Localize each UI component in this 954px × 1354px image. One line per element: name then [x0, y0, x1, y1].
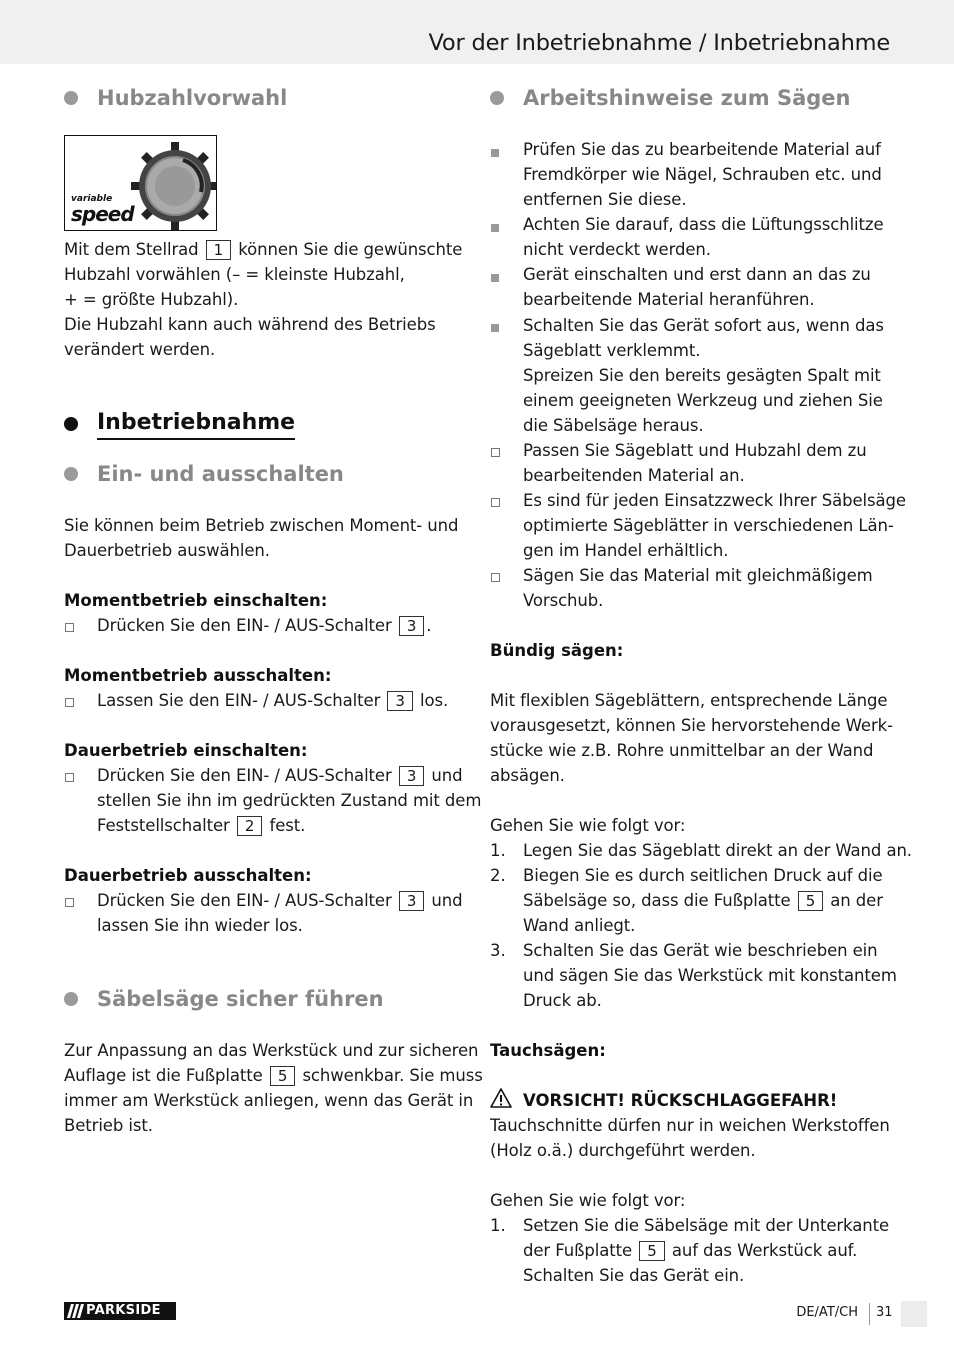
- heading-ein-ausschalten: Ein- und ausschalten: [97, 462, 344, 486]
- section-bullet-icon: [64, 91, 78, 105]
- label-moment-ein: Momentbetrieb einschalten:: [64, 591, 328, 610]
- sicher-text-line: immer am Werkstück anliegen, wenn das Gerät in: [64, 1091, 474, 1110]
- section-bullet-icon: [64, 467, 78, 481]
- step-number: 1.: [490, 841, 506, 860]
- step-text-line: Druck ab.: [523, 991, 602, 1010]
- heading-arbeitshinweise: Arbeitshinweise zum Sägen: [523, 86, 851, 110]
- list-item-line: Vorschub.: [523, 591, 604, 610]
- label-tauchsaegen: Tauchsägen:: [490, 1041, 606, 1060]
- speed-dial-figure: [64, 135, 217, 231]
- ref-number: 2: [237, 816, 262, 836]
- list-item-line: entfernen Sie diese.: [523, 190, 687, 209]
- step-text: Schalten Sie das Gerät wie beschrieben ein: [523, 941, 878, 960]
- sicher-text-line: Auflage ist die Fußplatte 5 schwenkbar. Sie muss: [64, 1066, 483, 1085]
- bullet-icon: [65, 698, 74, 707]
- step-text: Setzen Sie die Säbelsäge mit der Unterkante: [523, 1216, 890, 1235]
- buendig-text-line: Mit flexiblen Sägeblättern, entsprechende Länge: [490, 691, 888, 710]
- parkside-logo: [64, 1302, 176, 1320]
- list-item-line: Feststellschalter 2 fest.: [97, 816, 306, 835]
- sicher-text-line: Zur Anpassung an das Werkstück und zur sicheren: [64, 1041, 479, 1060]
- bullet-icon: [491, 274, 499, 282]
- brand-name: PARKSIDE: [86, 1303, 161, 1318]
- ref-number: 3: [387, 691, 412, 711]
- label-dauer-ein: Dauerbetrieb einschalten:: [64, 741, 308, 760]
- list-item-line: Spreizen Sie den bereits gesägten Spalt mit: [523, 366, 881, 385]
- hubzahl-text-line: Hubzahl vorwählen (– = kleinste Hubzahl,: [64, 265, 405, 284]
- ref-number: 1: [206, 240, 231, 260]
- buendig-text-line: stücke wie z.B. Rohre unmittelbar an der Wand: [490, 741, 874, 760]
- page-number: 31: [876, 1305, 893, 1320]
- list-item-line: bearbeitende Material heranführen.: [523, 290, 815, 309]
- list-item-line: stellen Sie ihn im gedrückten Zustand mit dem: [97, 791, 482, 810]
- dial-label-speed: speed: [71, 202, 134, 226]
- hubzahl-text-line: Mit dem Stellrad 1 können Sie die gewünschte: [64, 240, 463, 259]
- section-bullet-icon: [64, 417, 78, 431]
- bullet-icon: [491, 224, 499, 232]
- list-item-line: gen im Handel erhältlich.: [523, 541, 729, 560]
- heading-hubzahlvorwahl: Hubzahlvorwahl: [97, 86, 288, 110]
- list-item-line: bearbeitenden Material an.: [523, 466, 745, 485]
- heading-inbetriebnahme: Inbetriebnahme: [97, 409, 295, 440]
- ref-number: 3: [399, 766, 424, 786]
- step-text-line: und sägen Sie das Werkstück mit konstantem: [523, 966, 897, 985]
- ref-number: 5: [639, 1241, 664, 1261]
- hubzahl-text-line: verändert werden.: [64, 340, 216, 359]
- bullet-icon: [491, 448, 500, 457]
- list-item: Achten Sie darauf, dass die Lüftungsschlitze: [523, 215, 884, 234]
- list-item-line: Sägeblatt verklemmt.: [523, 341, 701, 360]
- bullet-icon: [65, 898, 74, 907]
- step-text-line: Säbelsäge so, dass die Fußplatte 5 an der: [523, 891, 883, 910]
- bullet-icon: [491, 498, 500, 507]
- list-item: Gerät einschalten und erst dann an das zu: [523, 265, 871, 284]
- hubzahl-text-line: Die Hubzahl kann auch während des Betriebs: [64, 315, 436, 334]
- step-number: 3.: [490, 941, 506, 960]
- label-buendig-saegen: Bündig sägen:: [490, 641, 624, 660]
- label-moment-aus: Momentbetrieb ausschalten:: [64, 666, 332, 685]
- warning-triangle-icon: [490, 1088, 512, 1108]
- list-item: Drücken Sie den EIN- / AUS-Schalter 3 und: [97, 891, 463, 910]
- list-item-line: einem geeigneten Werkzeug und ziehen Sie: [523, 391, 883, 410]
- list-item: Prüfen Sie das zu bearbeitende Material auf: [523, 140, 881, 159]
- section-bullet-icon: [64, 992, 78, 1006]
- list-item: Es sind für jeden Einsatzzweck Ihrer Säbelsäge: [523, 491, 906, 510]
- list-item-line: Fremdkörper wie Nägel, Schrauben etc. und: [523, 165, 882, 184]
- list-item: Sägen Sie das Material mit gleichmäßigem: [523, 566, 873, 585]
- bullet-icon: [65, 773, 74, 782]
- list-item: Drücken Sie den EIN- / AUS-Schalter 3 .: [97, 616, 432, 635]
- ref-number: 5: [798, 891, 823, 911]
- list-item-line: optimierte Sägeblätter in verschiedenen Län-: [523, 516, 894, 535]
- step-number: 2.: [490, 866, 506, 885]
- buendig-text-line: vorausgesetzt, können Sie hervorstehende Werk-: [490, 716, 893, 735]
- tauch-intro: Gehen Sie wie folgt vor:: [490, 1191, 686, 1210]
- page-title: Vor der Inbetriebnahme / Inbetriebnahme: [428, 30, 890, 56]
- list-item: Schalten Sie das Gerät sofort aus, wenn das: [523, 316, 884, 335]
- buendig-text-line: absägen.: [490, 766, 565, 785]
- step-text: Legen Sie das Sägeblatt direkt an der Wand an.: [523, 841, 912, 860]
- footer-region: DE/AT/CH: [796, 1305, 858, 1320]
- step-text-line: der Fußplatte 5 auf das Werkstück auf.: [523, 1241, 858, 1260]
- step-text: Biegen Sie es durch seitlichen Druck auf die: [523, 866, 883, 885]
- step-text-line: Wand anliegt.: [523, 916, 636, 935]
- list-item: Lassen Sie den EIN- / AUS-Schalter 3 los.: [97, 691, 449, 710]
- sicher-text-line: Betrieb ist.: [64, 1116, 153, 1135]
- ref-number: 3: [399, 616, 424, 636]
- ref-number: 3: [399, 891, 424, 911]
- label-dauer-aus: Dauerbetrieb ausschalten:: [64, 866, 312, 885]
- step-text-line: Schalten Sie das Gerät ein.: [523, 1266, 745, 1285]
- einaus-intro-line: Dauerbetrieb auswählen.: [64, 541, 270, 560]
- bullet-icon: [491, 324, 499, 332]
- ref-number: 5: [270, 1066, 295, 1086]
- bullet-icon: [491, 149, 499, 157]
- einaus-intro-line: Sie können beim Betrieb zwischen Moment- und: [64, 516, 459, 535]
- list-item: Drücken Sie den EIN- / AUS-Schalter 3 und: [97, 766, 463, 785]
- list-item: Passen Sie Sägeblatt und Hubzahl dem zu: [523, 441, 867, 460]
- bullet-icon: [65, 623, 74, 632]
- buendig-intro: Gehen Sie wie folgt vor:: [490, 816, 686, 835]
- heading-saebelsaege-sicher: Säbelsäge sicher führen: [97, 987, 384, 1011]
- tauch-text-line: Tauchschnitte dürfen nur in weichen Werkstoffen: [490, 1116, 890, 1135]
- hubzahl-text-line: + = größte Hubzahl).: [64, 290, 239, 309]
- section-bullet-icon: [490, 91, 504, 105]
- tauch-text-line: (Holz o.ä.) durchgeführt werden.: [490, 1141, 756, 1160]
- dial-label-variable: variable: [71, 194, 113, 204]
- list-item-line: die Säbelsäge heraus.: [523, 416, 704, 435]
- warning-text: VORSICHT! RÜCKSCHLAGGEFAHR!: [523, 1091, 838, 1110]
- step-number: 1.: [490, 1216, 506, 1235]
- logo-stripes-icon: [67, 1304, 85, 1318]
- bullet-icon: [491, 573, 500, 582]
- list-item-line: lassen Sie ihn wieder los.: [97, 916, 303, 935]
- footer-divider: [869, 1303, 870, 1325]
- footer-tab-marker: [901, 1301, 927, 1327]
- list-item-line: nicht verdeckt werden.: [523, 240, 711, 259]
